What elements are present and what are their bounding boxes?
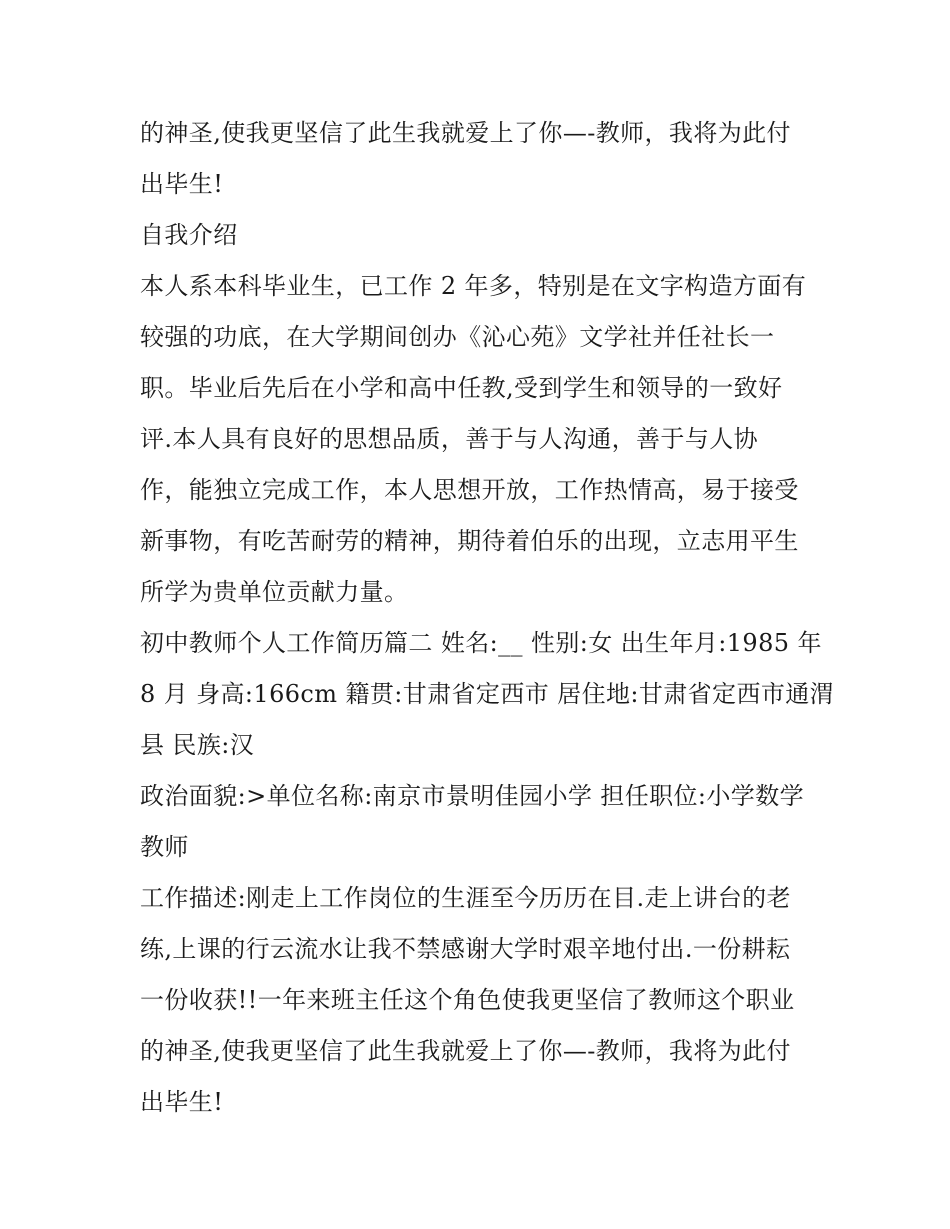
text-line: 评.本人具有良好的思想品质，善于与人沟通，善于与人协 bbox=[140, 425, 759, 453]
document-body bbox=[140, 108, 835, 1128]
text-line: 初中教师个人工作简历篇二 姓名:__ 性别:女 出生年月:1985 年 bbox=[140, 629, 822, 657]
text-line: 练,上课的行云流水让我不禁感谢大学时艰辛地付出.一份耕耘 bbox=[140, 935, 791, 963]
text-line: 作，能独立完成工作，本人思想开放，工作热情高，易于接受 bbox=[140, 476, 799, 504]
text-line: 的神圣,使我更坚信了此生我就爱上了你—-教师，我将为此付 bbox=[140, 1037, 791, 1065]
text-line: 的神圣,使我更坚信了此生我就爱上了你—-教师，我将为此付 bbox=[140, 119, 791, 147]
text-line: 本人系本科毕业生，已工作 2 年多，特别是在文字构造方面有 bbox=[140, 272, 807, 300]
text-line: 出毕生! bbox=[140, 170, 224, 198]
text-line: 县 民族:汉 bbox=[140, 731, 255, 759]
section-heading: 自我介绍 bbox=[140, 221, 238, 249]
text-line: 政治面貌:>单位名称:南京市景明佳园小学 担任职位:小学数学 bbox=[140, 782, 804, 810]
text-line: 所学为贵单位贡献力量。 bbox=[140, 578, 409, 606]
text-line: 出毕生! bbox=[140, 1088, 224, 1116]
text-line: 教师 bbox=[140, 833, 189, 861]
text-line: 工作描述:刚走上工作岗位的生涯至今历历在目.走上讲台的老 bbox=[140, 884, 791, 912]
text-line: 职。毕业后先后在小学和高中任教,受到学生和领导的一致好 bbox=[140, 374, 783, 402]
text-line: 8 月 身高:166cm 籍贯:甘肃省定西市 居住地:甘肃省定西市通渭 bbox=[140, 680, 835, 708]
text-line: 较强的功底，在大学期间创办《沁心苑》文学社并任社长一 bbox=[140, 323, 775, 351]
text-line: 新事物，有吃苦耐劳的精神，期待着伯乐的出现，立志用平生 bbox=[140, 527, 799, 555]
text-line: 一份收获!!一年来班主任这个角色使我更坚信了教师这个职业 bbox=[140, 986, 795, 1014]
